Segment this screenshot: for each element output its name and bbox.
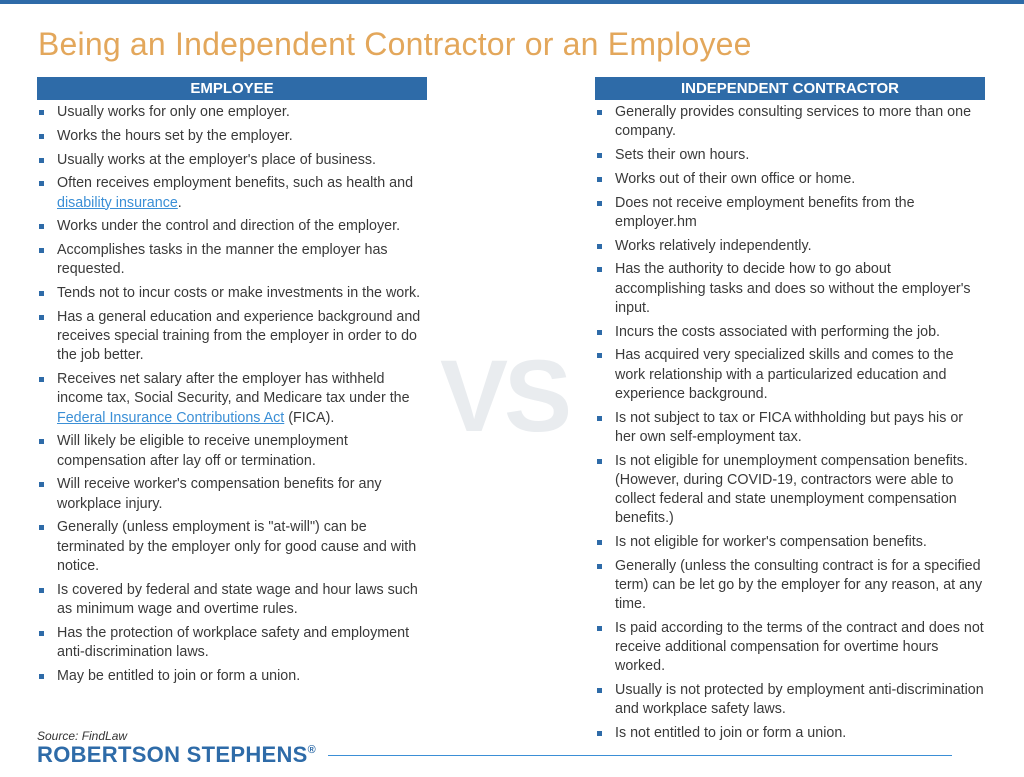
square-bullet-icon	[39, 439, 44, 444]
square-bullet-icon	[39, 158, 44, 163]
list-item-text: Tends not to incur costs or make investments in the work.	[57, 285, 421, 302]
list-item	[37, 432, 427, 470]
list-item-link[interactable]: Federal Insurance Contributions Act	[57, 409, 285, 426]
list-item	[37, 308, 427, 366]
list-item-text: Will receive worker's compensation benefits for any workplace injury.	[57, 476, 382, 512]
list-item-text: Generally (unless employment is "at-will") can be terminated by the employer only for good cause and with notice.	[57, 519, 417, 574]
list-item-text: Is paid according to the terms of the contract and does not receive additional compensation for overtime hours worked.	[615, 620, 984, 675]
square-bullet-icon	[597, 626, 602, 631]
list-item	[37, 475, 427, 513]
list-item	[37, 174, 427, 212]
list-item	[37, 624, 427, 662]
list-item	[595, 346, 985, 404]
brand-name: ROBERTSON STEPHENS	[37, 742, 308, 767]
square-bullet-icon	[39, 377, 44, 382]
square-bullet-icon	[597, 540, 602, 545]
list-item	[595, 260, 985, 318]
employee-header: EMPLOYEE	[37, 77, 427, 100]
list-item	[595, 409, 985, 447]
registered-mark: ®	[307, 744, 317, 756]
list-item-text: Will likely be eligible to receive unemployment compensation after lay off or termination.	[57, 433, 348, 469]
list-item-text: Works under the control and direction of the employer.	[57, 218, 401, 235]
square-bullet-icon	[597, 688, 602, 693]
list-item-text: Usually works at the employer's place of business.	[57, 151, 376, 168]
list-item-text: May be entitled to join or form a union.	[57, 667, 301, 684]
footer-divider	[328, 755, 952, 756]
list-item-text: Does not receive employment benefits from the employer.hm	[615, 194, 915, 230]
list-item-text: Works the hours set by the employer.	[57, 127, 293, 144]
square-bullet-icon	[39, 631, 44, 636]
list-item	[37, 581, 427, 619]
square-bullet-icon	[39, 315, 44, 320]
list-item	[595, 533, 985, 552]
list-item-text: Has a general education and experience background and receives special training from the employer in order to do the job better.	[57, 308, 421, 364]
square-bullet-icon	[39, 674, 44, 679]
list-item-text: (FICA).	[284, 409, 335, 426]
square-bullet-icon	[39, 181, 44, 186]
list-item	[37, 127, 427, 146]
square-bullet-icon	[39, 291, 44, 296]
list-item-text: Usually works for only one employer.	[57, 104, 290, 120]
square-bullet-icon	[597, 330, 602, 335]
square-bullet-icon	[39, 588, 44, 593]
list-item-text: Is covered by federal and state wage and hour laws such as minimum wage and overtime rules.	[57, 581, 418, 617]
square-bullet-icon	[39, 248, 44, 253]
list-item-text: Often receives employment benefits, such as health and	[57, 175, 414, 192]
square-bullet-icon	[39, 482, 44, 487]
list-item-link[interactable]: disability insurance	[57, 194, 178, 211]
list-item-text: Generally (unless the consulting contract is for a specified term) can be let go by the employer for any reason, at any time.	[615, 557, 983, 613]
square-bullet-icon	[597, 177, 602, 182]
list-item-text: Sets their own hours.	[615, 147, 750, 163]
list-item-text: Works out of their own office or home.	[615, 170, 856, 187]
square-bullet-icon	[39, 134, 44, 139]
square-bullet-icon	[39, 525, 44, 530]
list-item	[37, 518, 427, 576]
list-item	[37, 217, 427, 236]
list-item-text: Is not subject to tax or FICA withholding but pays his or her own self-employment tax.	[615, 409, 964, 445]
brand-logo	[37, 742, 316, 768]
contractor-column	[595, 77, 985, 748]
employee-list	[37, 103, 427, 686]
contractor-header: INDEPENDENT CONTRACTOR	[595, 77, 985, 100]
list-item	[37, 667, 427, 686]
list-item-text: Is not eligible for worker's compensation benefits.	[615, 534, 927, 550]
list-item	[37, 370, 427, 428]
square-bullet-icon	[597, 416, 602, 421]
list-item	[595, 681, 985, 719]
source-note: Source: FindLaw	[37, 729, 128, 743]
square-bullet-icon	[597, 110, 602, 115]
list-item-text: Usually is not protected by employment anti-discrimination and workplace safety laws.	[615, 682, 984, 718]
list-item	[37, 151, 427, 170]
list-item	[595, 194, 985, 232]
list-item	[595, 323, 985, 342]
square-bullet-icon	[597, 353, 602, 358]
square-bullet-icon	[597, 244, 602, 249]
top-accent-bar	[0, 0, 1024, 4]
list-item	[595, 619, 985, 677]
contractor-list	[595, 103, 985, 743]
list-item	[595, 724, 985, 743]
list-item	[595, 103, 985, 141]
list-item-text: Has acquired very specialized skills and comes to the work relationship with a particularized education and experience background.	[615, 347, 954, 402]
page-title: Being an Independent Contractor or an Employee	[38, 26, 752, 62]
list-item-text: Accomplishes tasks in the manner the employer has requested.	[57, 242, 388, 278]
list-item	[595, 557, 985, 615]
list-item-text: .	[177, 194, 182, 211]
list-item	[37, 103, 427, 122]
vs-watermark: VS	[440, 339, 569, 453]
list-item	[595, 170, 985, 189]
list-item-text: Receives net salary after the employer has withheld income tax, Social Security, and Medicare tax under the	[57, 371, 410, 407]
list-item	[595, 146, 985, 165]
list-item-text: Generally provides consulting services to more than one company.	[615, 104, 972, 140]
square-bullet-icon	[597, 731, 602, 736]
square-bullet-icon	[597, 267, 602, 272]
list-item-text: Is not eligible for unemployment compensation benefits. (However, during COVID-19, contractors were able to collect federal and state unemployment compensation benefits.)	[615, 452, 968, 527]
employee-column	[37, 77, 427, 690]
list-item-text: Has the protection of workplace safety and employment anti-discrimination laws.	[57, 624, 410, 660]
list-item	[595, 452, 985, 529]
list-item-text: Works relatively independently.	[615, 237, 812, 254]
list-item	[37, 284, 427, 303]
list-item	[37, 241, 427, 279]
square-bullet-icon	[597, 459, 602, 464]
square-bullet-icon	[597, 201, 602, 206]
list-item	[595, 237, 985, 256]
list-item-text: Has the authority to decide how to go about accomplishing tasks and does so without the employer's input.	[615, 261, 971, 316]
square-bullet-icon	[597, 564, 602, 569]
square-bullet-icon	[597, 153, 602, 158]
square-bullet-icon	[39, 110, 44, 115]
list-item-text: Incurs the costs associated with performing the job.	[615, 323, 941, 340]
list-item-text: Is not entitled to join or form a union.	[615, 725, 847, 742]
square-bullet-icon	[39, 224, 44, 229]
